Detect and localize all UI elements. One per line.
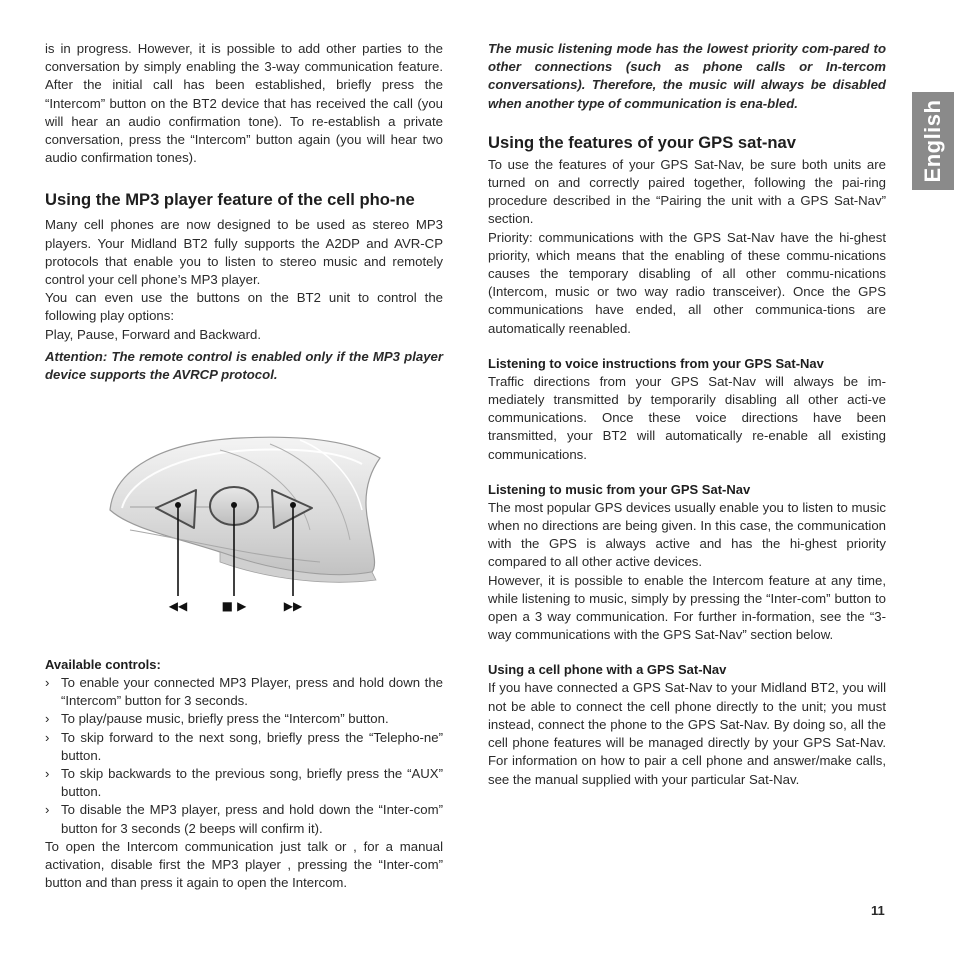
controls-list <box>45 674 443 838</box>
bullet-icon: › <box>45 675 50 690</box>
intro-paragraph: is in progress. However, it is possible to add other parties to the conversation by simply enabling the 3-way communication feature. After the initial call has been established, briefly press the “Intercom” button on the BT2 device that has received the call (you will hear an audio confirmation tone). To re-establish a private conversation, press the “Intercom” button again (you will hear two audio confirmation tones). <box>45 41 443 166</box>
bullet-icon: › <box>45 766 50 782</box>
language-tab <box>912 92 954 190</box>
bullet-icon: › <box>45 729 50 745</box>
mp3-section-heading: Using the MP3 player feature of the cell pho-ne <box>45 190 415 210</box>
voice-instructions-text: Traffic directions from your GPS Sat-Nav will always be im-mediately transmitted by temporarily disabling all other acti-ve communications. Once these voice directions have been transmitted, your BT2 will automatically re-enable all existing communications. <box>488 373 886 462</box>
gps-section-heading: Using the features of your GPS sat-nav <box>488 132 796 152</box>
gps-music-text-2: However, it is possible to enable the Intercom feature at any time, while listening to music, simply by pressing the “Inter-com” button to open a 3 way communication. For further in-formation, see the “3-way communications with the GPS Sat-Nav” section below. <box>488 572 886 643</box>
page-number: 11 <box>871 903 885 918</box>
bullet-icon: › <box>45 802 50 818</box>
cell-phone-gps-text: If you have connected a GPS Sat-Nav to your Midland BT2, you will not be able to connect the cell phone directly to the unit; you must instead, connect the phone to the GPS Sat-Nav. By doing so, all the cell phone features will be managed directly by your GPS Sat-Nav. For information on how to pair a cell phone and answer/make calls, see the manual supplied with your particular Sat-Nav. <box>488 680 886 787</box>
voice-instructions-heading: Listening to voice instructions from your GPS Sat-Nav <box>488 355 824 371</box>
gps-paragraph-2: Priority: communications with the GPS Sat-Nav have the hi-ghest priority, which means that the enabling of these commu-nications causes the temporary disabling of all other commu-nications (Intercom, music or two way radio transceiver). Once the GPS communications have ended, all other communica-tions are automatically reenabled. <box>488 229 886 336</box>
controls-block <box>45 656 443 892</box>
bullet-icon: › <box>45 711 50 727</box>
music-priority-note: The music listening mode has the lowest priority com-pared to other connections (such as phone calls or In-tercom conversations). Therefore, the music will always be disabled when another type of communication is ena-bled. <box>488 41 886 111</box>
controls-heading: Available controls: <box>45 657 161 672</box>
list-item: › To enable your connected MP3 Player, press and hold down the “Intercom” button for 3 seconds. <box>45 675 443 709</box>
gps-music-text-1: The most popular GPS devices usually enable you to listen to music when no directions are being given. In this case, the communication with the GPS is always active and has the hi-ghest priority compared to all other active devices. <box>488 499 886 570</box>
closing-paragraph: To open the Intercom communication just talk or , for a manual activation, disable first the MP3 player , pressing the “Inter-com” button and than press it again to open the Intercom. <box>45 838 443 891</box>
list-item: › To skip forward to the next song, briefly press the “Telepho-ne” button. <box>45 729 443 763</box>
bt2-device-illustration <box>100 430 400 625</box>
attention-note: Attention: The remote control is enabled only if the MP3 player device supports the AVRCP protocol. <box>45 348 443 383</box>
stop-play-label: ■ ▶ <box>221 599 247 613</box>
left-column <box>45 40 443 384</box>
list-item: › To skip backwards to the previous song, briefly press the “AUX” button. <box>45 766 443 800</box>
rewind-label: ◀◀ <box>168 599 188 613</box>
right-column <box>488 40 886 789</box>
mp3-paragraph-3: Play, Pause, Forward and Backward. <box>45 326 261 342</box>
bt2-device-drawing <box>100 430 400 625</box>
cell-phone-gps-heading: Using a cell phone with a GPS Sat-Nav <box>488 662 727 678</box>
gps-paragraph-1: To use the features of your GPS Sat-Nav, be sure both units are turned on and correctly paired together, following the pai-ring procedure described in the “Pairing the unit with a GPS Sat-Nav” section. <box>488 156 886 227</box>
language-tab-label: English <box>920 99 945 183</box>
mp3-paragraph-2: You can even use the buttons on the BT2 unit to control the following play options: <box>45 290 443 324</box>
mp3-paragraph-1: Many cell phones are now designed to be used as stereo MP3 players. Your Midland BT2 fully supports the A2DP and AVR-CP protocols that enable you to listen to stereo music and remotely control your cell phone’s MP3 player. <box>45 217 443 288</box>
list-item: › To play/pause music, briefly press the “Intercom” button. <box>45 710 443 728</box>
list-item: › To disable the MP3 player, press and hold down the “Inter-com” button for 3 seconds (2 beeps will confirm it). <box>45 802 443 836</box>
fast-forward-label: ▶▶ <box>283 599 303 613</box>
gps-music-heading: Listening to music from your GPS Sat-Nav <box>488 481 751 497</box>
